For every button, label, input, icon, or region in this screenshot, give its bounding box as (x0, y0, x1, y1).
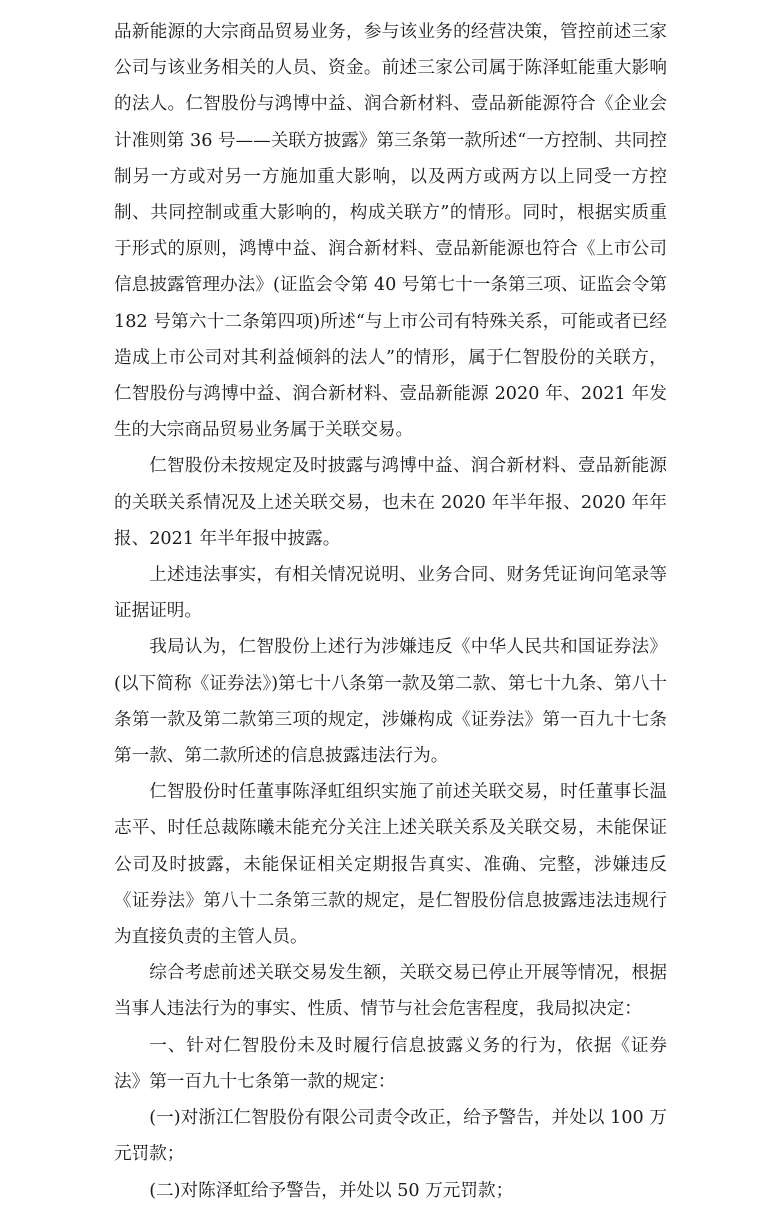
paragraph-decision-one: 一、针对仁智股份未及时履行信息披露义务的行为，依据《证券法》第一百九十七条第一款的规定： (114, 1035, 667, 1092)
paragraph-related-party-definition: 品新能源的大宗商品贸易业务，参与该业务的经营决策，管控前述三家公司与该业务相关的人员、资金。前述三家公司属于陈泽虹能重大影响的法人。仁智股份与鸿博中益、润合新材料、壹品新能源符合《企业会计准则第 36 号——关联方披露》第三条第一款所述“一方控制、共同控制另一方或对另一方施加重大影响，以及两方或两方以上同受一方控制、共同控制或重大影响的，构成关联方”的情形。同时，根据实质重于形式的原则，鸿博中益、润合新材料、壹品新能源也符合《上市公司信息披露管理办法》(证监会令第 40 号第七十一条第三项、证监会令第 182 号第六十二条第四项)所述“与上市公司有特殊关系，可能或者已经造成上市公司对其利益倾斜的法人”的情形，属于仁智股份的关联方，仁智股份与鸿博中益、润合新材料、壹品新能源 2020 年、2021 年发生的大宗商品贸易业务属于关联交易。 (114, 22, 667, 441)
penalty-item-company: (一)对浙江仁智股份有限公司责令改正，给予警告，并处以 100 万元罚款； (114, 1108, 667, 1165)
paragraph-non-disclosure: 仁智股份未按规定及时披露与鸿博中益、润合新材料、壹品新能源的关联关系情况及上述关联交易，也未在 2020 年半年报、2020 年年报、2021 年半年报中披露。 (114, 456, 667, 549)
document-page (114, 14, 667, 1209)
paragraph-evidence: 上述违法事实，有相关情况说明、业务合同、财务凭证询问笔录等证据证明。 (114, 565, 667, 622)
paragraph-legal-assessment: 我局认为，仁智股份上述行为涉嫌违反《中华人民共和国证券法》(以下简称《证券法》)第七十八条第一款及第二款、第七十九条、第八十条第一款及第二款第三项的规定，涉嫌构成《证券法》第一百九十七条第一款、第二款所述的信息披露违法行为。 (114, 637, 667, 767)
penalty-item-chen-zehong: (二)对陈泽虹给予警告，并处以 50 万元罚款； (149, 1180, 514, 1201)
paragraph-decision-intro: 综合考虑前述关联交易发生额，关联交易已停止开展等情况，根据当事人违法行为的事实、性质、情节与社会危害程度，我局拟决定： (114, 963, 667, 1020)
paragraph-responsible-persons: 仁智股份时任董事陈泽虹组织实施了前述关联交易，时任董事长温志平、时任总裁陈曦未能充分关注上述关联关系及关联交易，未能保证公司及时披露，未能保证相关定期报告真实、准确、完整，涉嫌违反《证券法》第八十二条第三款的规定，是仁智股份信息披露违法违规行为直接负责的主管人员。 (114, 782, 667, 948)
